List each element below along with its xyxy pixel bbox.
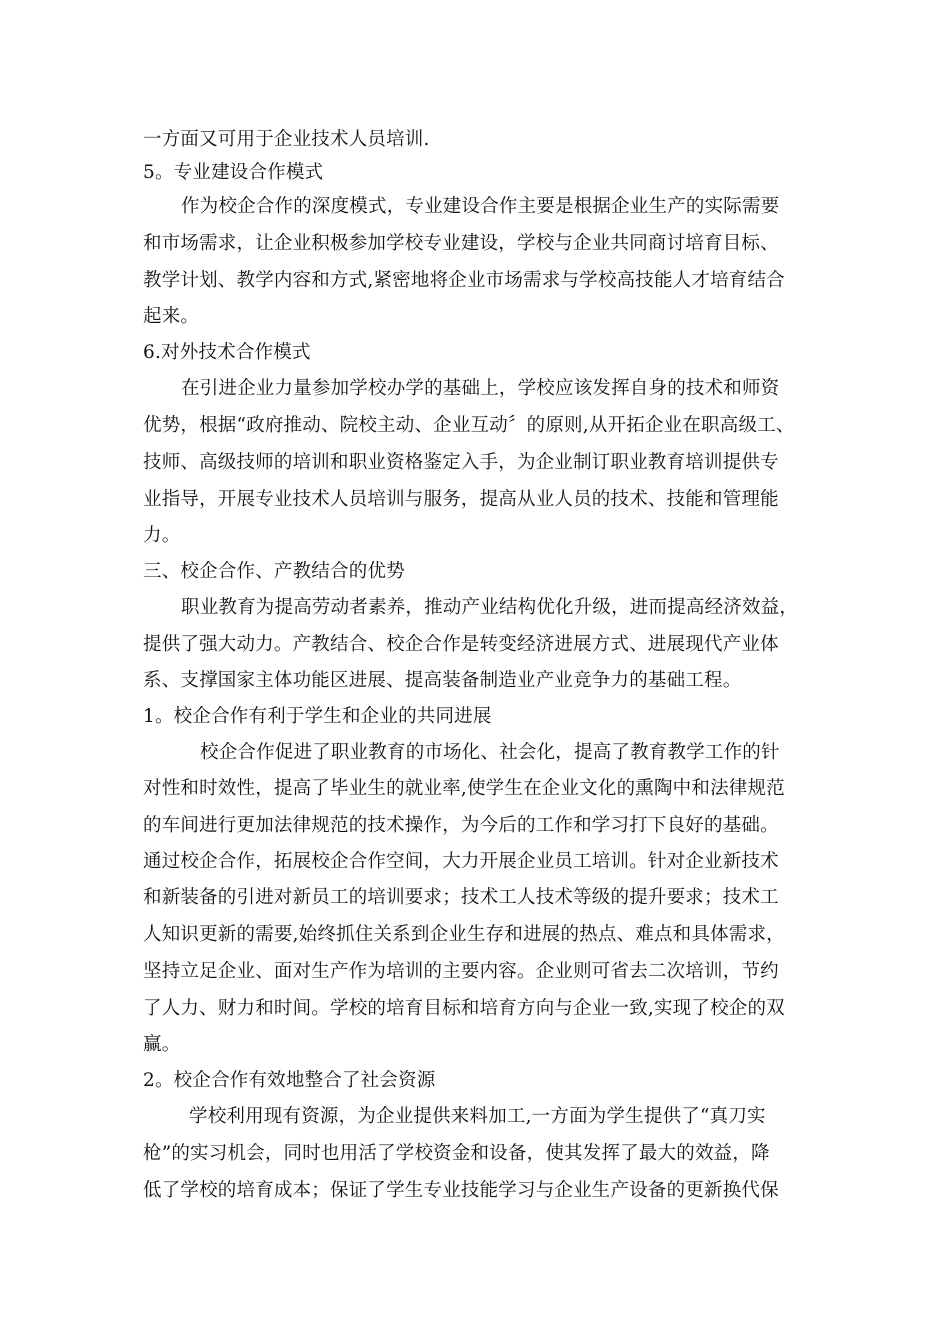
text-line-8: 在引进企业力量参加学校办学的基础上，学校应该发挥自身的技术和师资 [181, 378, 780, 399]
text-line-30: 低了学校的培育成本；保证了学生专业技能学习与企业生产设备的更新换代保 [143, 1180, 779, 1201]
text-line-6: 起来。 [143, 306, 200, 327]
section-heading-3: 三、校企合作、产教结合的优势 [143, 561, 405, 582]
text-line-28: 学校利用现有资源，为企业提供来料加工,一方面为学生提供了“真刀实 [189, 1106, 766, 1127]
text-line-19: 对性和时效性，提高了毕业生的就业率,使学生在企业文化的熏陶中和法律规范 [143, 778, 785, 799]
section-heading-6: 6.对外技术合作模式 [143, 342, 311, 363]
text-line-25: 了人力、财力和时间。学校的培育目标和培育方向与企业一致,实现了校企的双 [143, 998, 785, 1019]
text-line-21: 通过校企合作，拓展校企合作空间，大力开展企业员工培训。针对企业新技术 [143, 851, 779, 872]
text-line-14: 职业教育为提高劳动者素养，推动产业结构优化升级，进而提高经济效益， [181, 597, 799, 618]
text-line-1: 一方面又可用于企业技术人员培训. [143, 129, 430, 150]
subsection-heading-1: 1。校企合作有利于学生和企业的共同进展 [143, 706, 492, 727]
text-line-11: 业指导，开展专业技术人员培训与服务，提高从业人员的技术、技能和管理能 [143, 489, 779, 510]
text-line-9: 优势，根据“政府推动、院校主动、企业互动〞的原则,从开拓企业在职高级工、 [143, 415, 795, 436]
text-line-20: 的车间进行更加法律规范的技术操作，为今后的工作和学习打下良好的基础。 [143, 815, 779, 836]
text-line-10: 技师、高级技师的培训和职业资格鉴定入手，为企业制订职业教育培训提供专 [143, 452, 779, 473]
text-line-4: 和市场需求，让企业积极参加学校专业建设，学校与企业共同商讨培育目标、 [143, 233, 779, 254]
text-line-5: 教学计划、教学内容和方式,紧密地将企业市场需求与学校高技能人才培育结合 [143, 270, 785, 291]
text-line-22: 和新装备的引进对新员工的培训要求；技术工人技术等级的提升要求；技术工 [143, 887, 779, 908]
text-line-18: 校企合作促进了职业教育的市场化、社会化，提高了教育教学工作的针 [200, 742, 780, 763]
subsection-heading-2: 2。校企合作有效地整合了社会资源 [143, 1070, 436, 1091]
text-line-3: 作为校企合作的深度模式，专业建设合作主要是根据企业生产的实际需要 [181, 196, 780, 217]
section-heading-5: 5。专业建设合作模式 [143, 162, 324, 183]
text-line-15: 提供了强大动力。产教结合、校企合作是转变经济进展方式、进展现代产业体 [143, 634, 779, 655]
text-line-24: 坚持立足企业、面对生产作为培训的主要内容。企业则可省去二次培训，节约 [143, 961, 779, 982]
text-line-12: 力。 [143, 525, 181, 546]
text-line-26: 赢。 [143, 1034, 181, 1055]
text-line-29: 枪”的实习机会，同时也用活了学校资金和设备，使其发挥了最大的效益，降 [143, 1143, 770, 1164]
text-line-16: 系、支撑国家主体功能区进展、提高装备制造业产业竞争力的基础工程。 [143, 670, 742, 691]
text-line-23: 人知识更新的需要,始终抓住关系到企业生存和进展的热点、难点和具体需求， [143, 924, 785, 945]
